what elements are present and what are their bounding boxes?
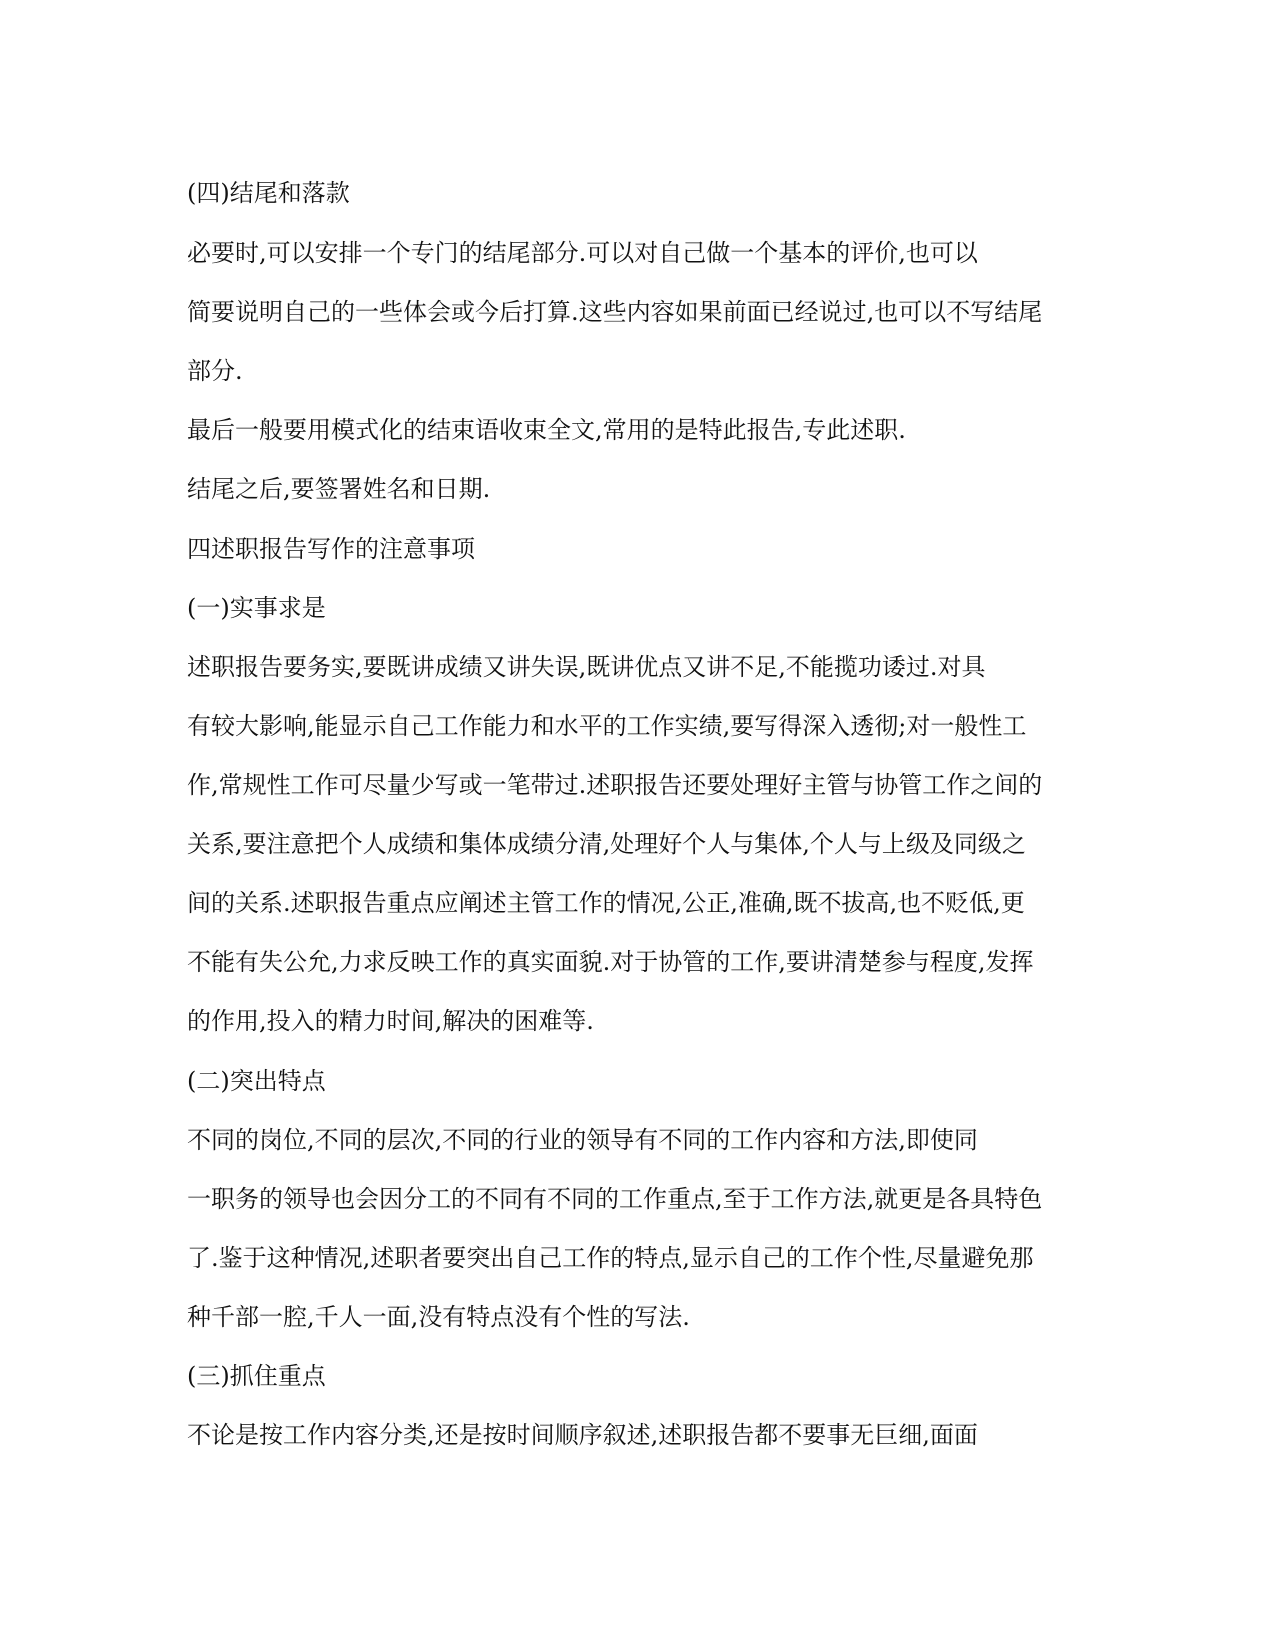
- paragraph-line: 部分.: [187, 357, 243, 385]
- paragraph-line: 述职报告要务实,要既讲成绩又讲失误,既讲优点又讲不足,不能揽功诿过.对具: [187, 653, 986, 681]
- section-heading: (四)结尾和落款: [187, 179, 350, 207]
- paragraph-line: 有较大影响,能显示自己工作能力和水平的工作实绩,要写得深入透彻;对一般性工: [187, 712, 1027, 740]
- paragraph-line: 不论是按工作内容分类,还是按时间顺序叙述,述职报告都不要事无巨细,面面: [187, 1421, 978, 1449]
- section-heading: (二)突出特点: [187, 1067, 326, 1095]
- section-heading: 四述职报告写作的注意事项: [187, 535, 475, 563]
- paragraph-line: 最后一般要用模式化的结束语收束全文,常用的是特此报告,专此述职.: [187, 416, 906, 444]
- section-heading: (一)实事求是: [187, 594, 326, 622]
- paragraph-line: 简要说明自己的一些体会或今后打算.这些内容如果前面已经说过,也可以不写结尾: [187, 298, 1043, 326]
- paragraph-line: 必要时,可以安排一个专门的结尾部分.可以对自己做一个基本的评价,也可以: [187, 239, 978, 267]
- paragraph-line: 结尾之后,要签署姓名和日期.: [187, 475, 491, 503]
- paragraph-line: 不同的岗位,不同的层次,不同的行业的领导有不同的工作内容和方法,即使同: [187, 1126, 978, 1154]
- paragraph-line: 一职务的领导也会因分工的不同有不同的工作重点,至于工作方法,就更是各具特色: [187, 1185, 1043, 1213]
- paragraph-line: 种千部一腔,千人一面,没有特点没有个性的写法.: [187, 1303, 690, 1331]
- paragraph-line: 了.鉴于这种情况,述职者要突出自己工作的特点,显示自己的工作个性,尽量避免那: [187, 1244, 1034, 1272]
- section-heading: (三)抓住重点: [187, 1362, 326, 1390]
- paragraph-line: 不能有失公允,力求反映工作的真实面貌.对于协管的工作,要讲清楚参与程度,发挥: [187, 948, 1034, 976]
- paragraph-line: 间的关系.述职报告重点应阐述主管工作的情况,公正,准确,既不拔高,也不贬低,更: [187, 889, 1025, 917]
- paragraph-line: 作,常规性工作可尽量少写或一笔带过.述职报告还要处理好主管与协管工作之间的: [187, 771, 1043, 799]
- paragraph-line: 的作用,投入的精力时间,解决的困难等.: [187, 1007, 594, 1035]
- paragraph-line: 关系,要注意把个人成绩和集体成绩分清,处理好个人与集体,个人与上级及同级之: [187, 830, 1026, 858]
